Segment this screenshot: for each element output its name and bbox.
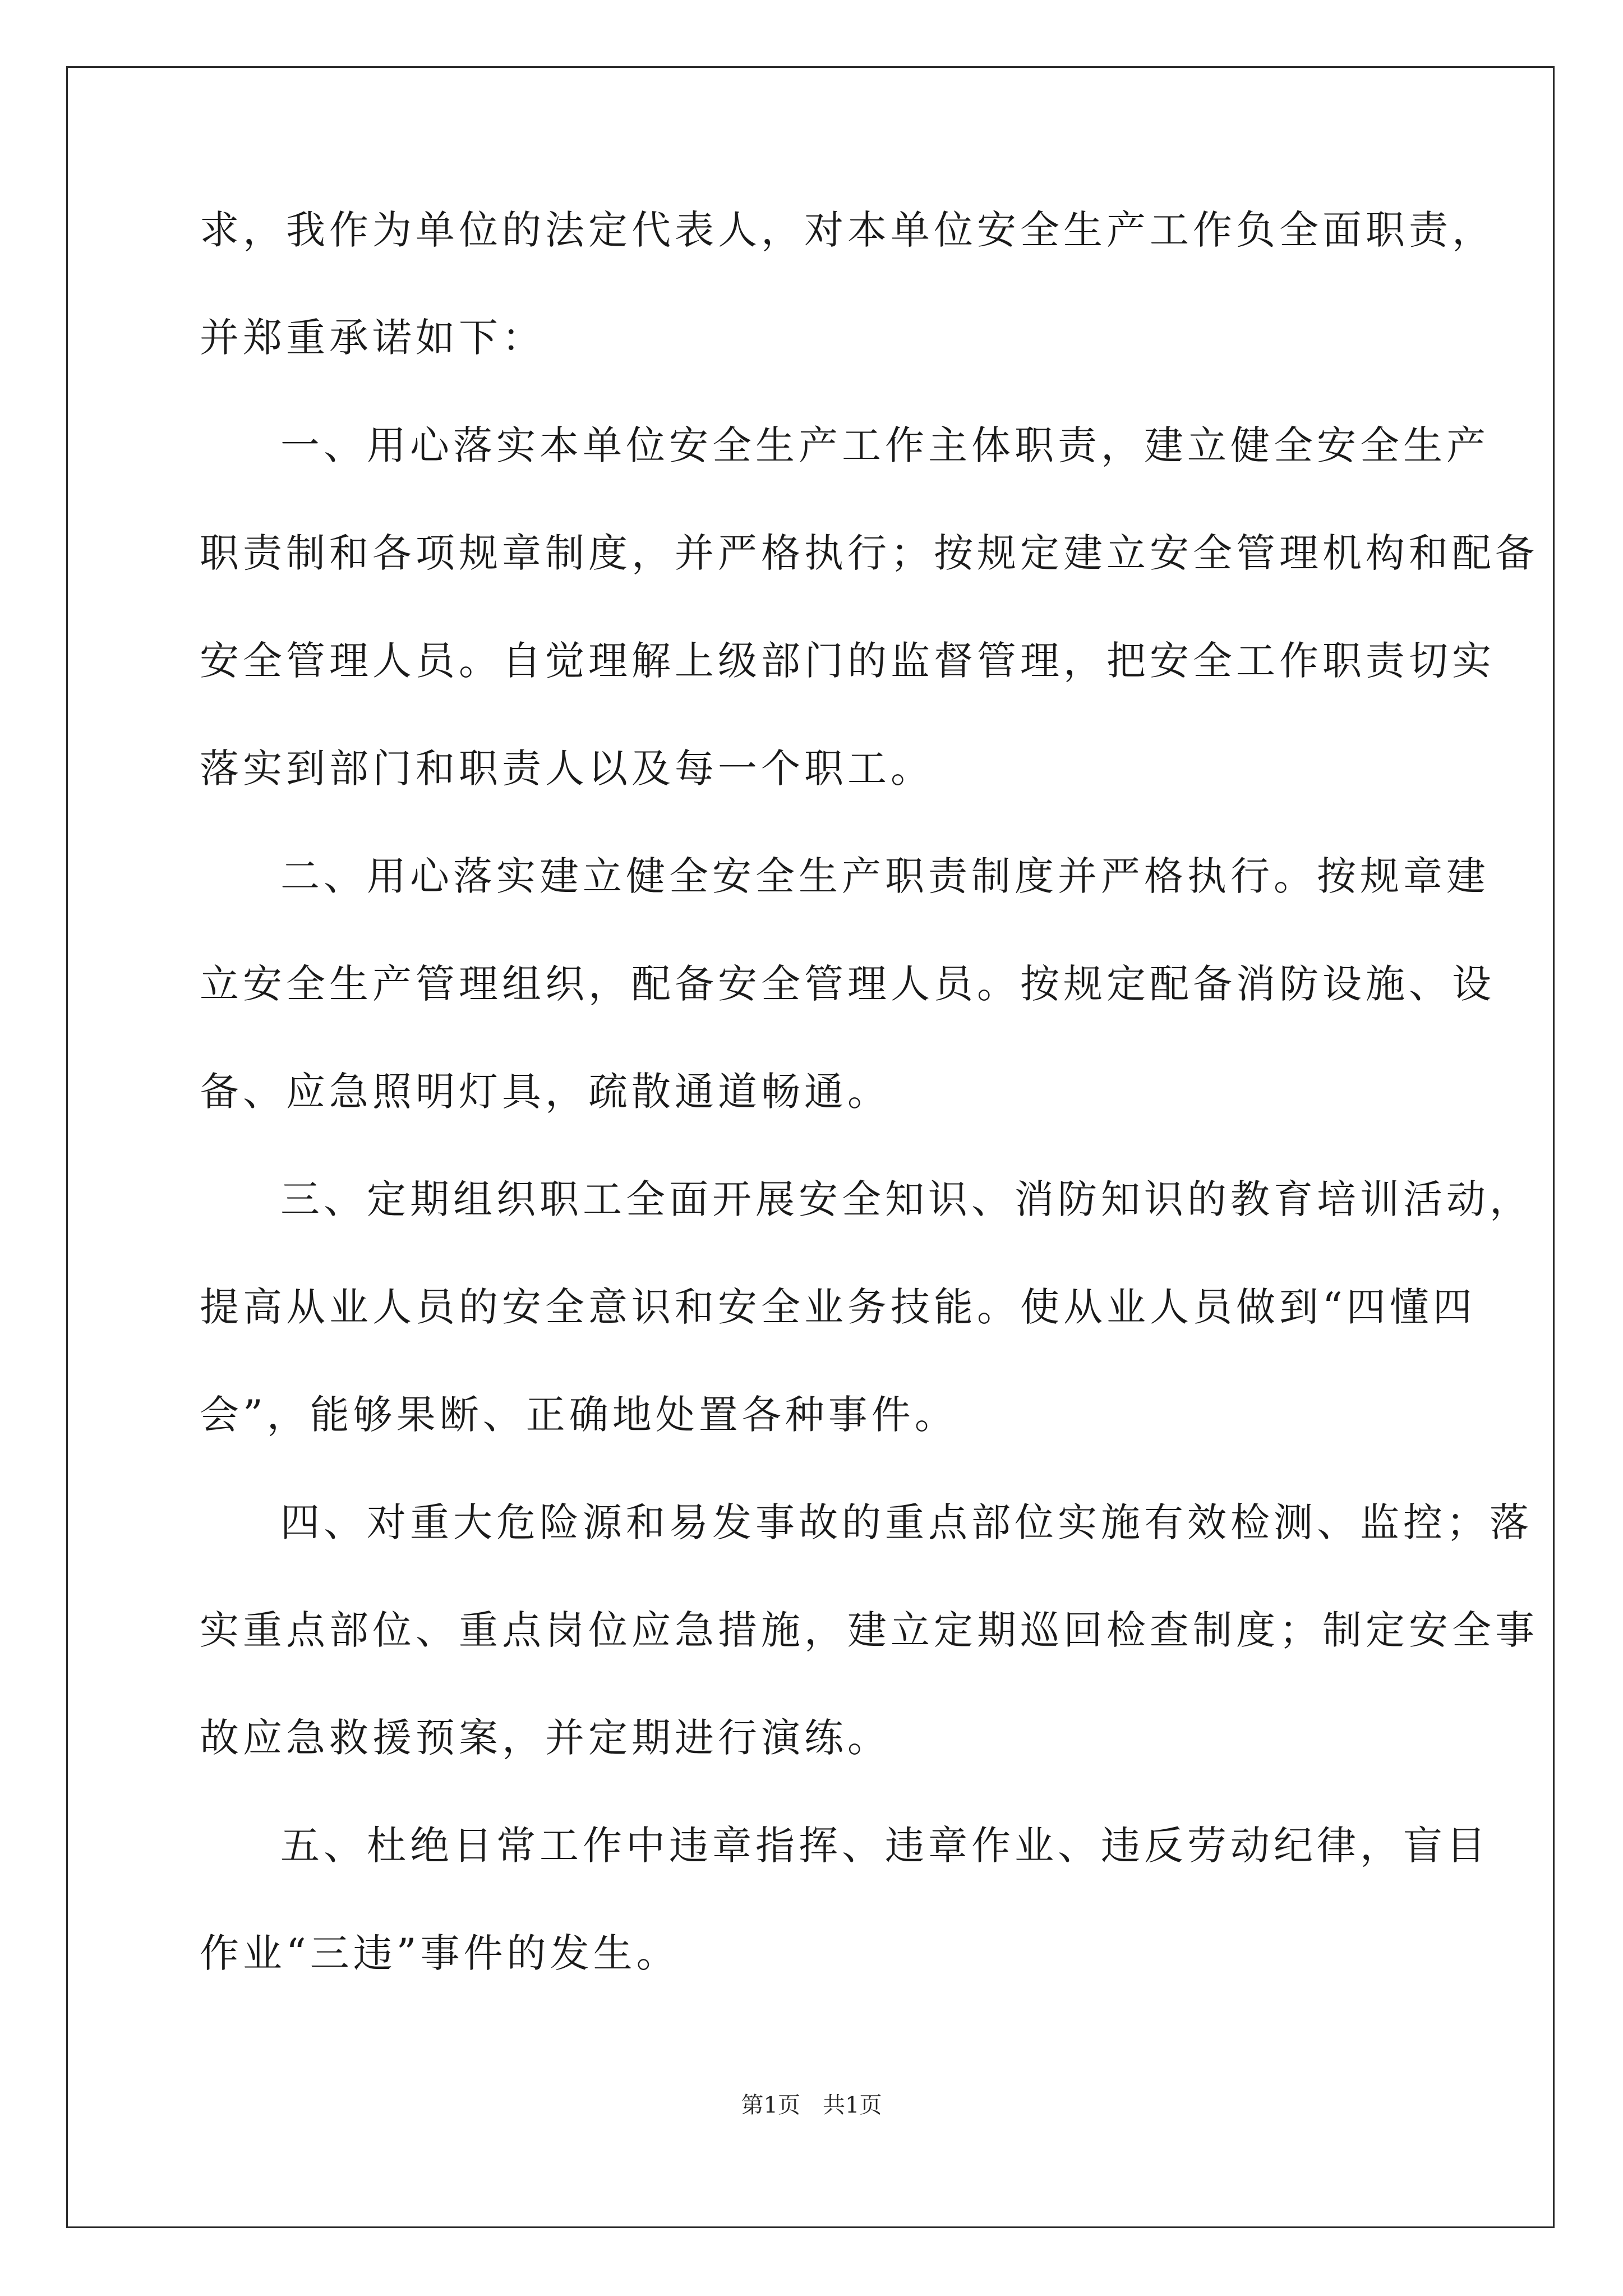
paragraph-line: 提高从业人员的安全意识和安全业务技能。使从业人员做到“四懂四 [200, 1284, 1476, 1330]
page-footer [0, 2091, 1623, 2119]
paragraph-line: 一、用心落实本单位安全生产工作主体职责，建立健全安全生产 [280, 422, 1490, 468]
page-number: 第1页 共1页 [741, 2092, 882, 2118]
paragraph-line: 备、应急照明灯具，疏散通道畅通。 [200, 1069, 891, 1115]
paragraph-line: 求，我作为单位的法定代表人，对本单位安全生产工作负全面职责， [200, 207, 1495, 253]
paragraph-line: 落实到部门和职责人以及每一个职工。 [200, 746, 934, 792]
paragraph-line: 安全管理人员。自觉理解上级部门的监督管理，把安全工作职责切实 [200, 638, 1495, 684]
paragraph-line: 职责制和各项规章制度，并严格执行；按规定建立安全管理机构和配备 [200, 530, 1538, 576]
paragraph-line: 作业“三违”事件的发生。 [200, 1930, 680, 1976]
paragraph-line: 并郑重承诺如下： [200, 315, 545, 361]
paragraph-line: 二、用心落实建立健全安全生产职责制度并严格执行。按规章建 [280, 853, 1490, 899]
paragraph-line: 五、杜绝日常工作中违章指挥、违章作业、违反劳动纪律，盲目 [280, 1823, 1490, 1869]
paragraph-line: 实重点部位、重点岗位应急措施，建立定期巡回检查制度；制定安全事 [200, 1607, 1538, 1653]
paragraph-line: 三、定期组织职工全面开展安全知识、消防知识的教育培训活动， [280, 1176, 1533, 1222]
paragraph-line: 立安全生产管理组织，配备安全管理人员。按规定配备消防设施、设 [200, 961, 1495, 1007]
paragraph-line: 会”，能够果断、正确地处置各种事件。 [200, 1392, 958, 1438]
page-border [66, 66, 1555, 2228]
paragraph-line: 四、对重大危险源和易发事故的重点部位实施有效检测、监控；落 [280, 1499, 1533, 1545]
paragraph-line: 故应急救援预案，并定期进行演练。 [200, 1715, 891, 1761]
